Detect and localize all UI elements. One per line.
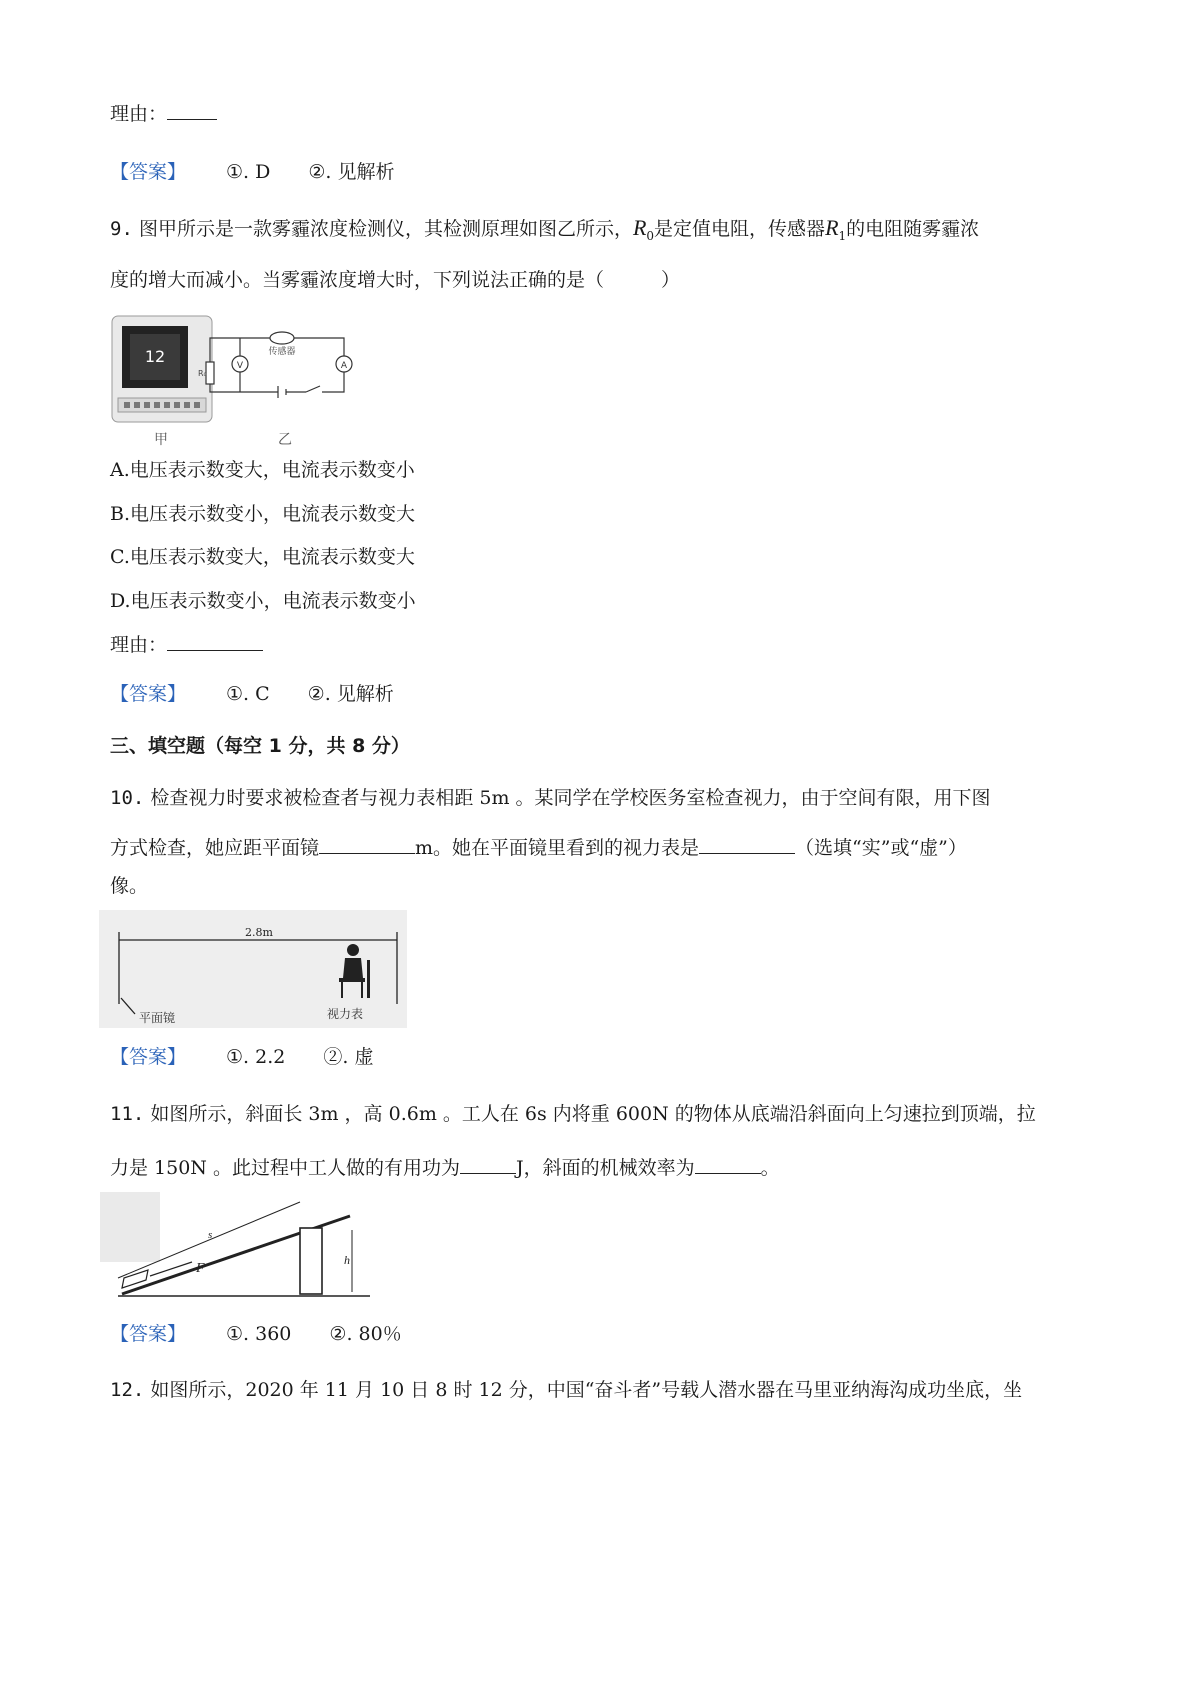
q11-blank-2[interactable]: [695, 1155, 761, 1174]
q8-reason-label: 理由：: [110, 103, 168, 125]
force-label: F: [196, 1261, 205, 1276]
q11-blank-1[interactable]: [460, 1155, 516, 1174]
question-number: 12.: [110, 1379, 145, 1401]
q10-answer-line: [110, 1043, 411, 1071]
q10-blank-2[interactable]: [699, 835, 795, 854]
answer-item-1: ①. 2.2: [226, 1046, 286, 1068]
q9-stem-line-2: 度的增大而减小。当雾霾浓度增大时，下列说法正确的是（ ）: [110, 269, 681, 291]
answer-tag: 【答案】: [110, 1323, 187, 1345]
q10-line-2c: （选填“实”或“虚”）: [795, 837, 967, 859]
answer-item-1: ①. 360: [226, 1323, 292, 1345]
chart-label: 视力表: [327, 1007, 364, 1021]
question-number: 9.: [110, 218, 133, 240]
q10-line-1-text: 检查视力时要求被检查者与视力表相距 5m 。某同学在学校医务室检查视力，由于空间有限，用下图: [150, 787, 991, 809]
q11-line-2c: 。: [760, 1157, 780, 1179]
question-number: 10.: [110, 787, 145, 809]
q10-blank-1[interactable]: [319, 835, 415, 854]
force-arrow: [150, 1262, 192, 1276]
var-r1: R: [825, 215, 839, 240]
q9-option-d[interactable]: D.电压表示数变小，电流表示数变小: [110, 590, 416, 612]
q9-reason-blank[interactable]: [167, 632, 263, 651]
support-block: [300, 1228, 322, 1294]
device-image: [112, 316, 212, 422]
answer-item-2: ②. 虚: [323, 1046, 374, 1068]
figure-label-left: 甲: [154, 432, 168, 448]
answer-item-2: ②. 见解析: [307, 683, 394, 705]
answer-tag: 【答案】: [110, 161, 187, 183]
answer-item-1: ①. C: [226, 683, 270, 705]
q9-stem-a: 图甲所示是一款雾霾浓度检测仪，其检测原理如图乙所示，: [138, 218, 633, 240]
q9-option-b[interactable]: B.电压表示数变小，电流表示数变大: [110, 503, 416, 525]
answer-item-1: ①. D: [226, 161, 271, 183]
q9-stem-b: 是定值电阻，传感器: [654, 218, 826, 240]
q9-option-c[interactable]: C.电压表示数变大，电流表示数变大: [110, 546, 415, 568]
q9-option-a[interactable]: A.电压表示数变大，电流表示数变小: [110, 459, 415, 481]
q9-stem-c: 的电阻随雾霾浓: [846, 218, 980, 240]
q10-line-2b: m。她在平面镜里看到的视力表是: [415, 837, 700, 859]
var-r0-sub: 0: [646, 228, 655, 243]
answer-item-2: ②. 见解析: [308, 161, 395, 183]
answer-tag: 【答案】: [110, 1046, 187, 1068]
q11-line-2: [110, 1154, 780, 1182]
q10-line-2a: 方式检查，她应距平面镜: [110, 837, 320, 859]
mirror-label: 平面镜: [139, 1011, 176, 1025]
figure-label-right: 乙: [278, 432, 292, 448]
q11-line-1: [110, 1100, 1036, 1128]
device-display-value: 12: [144, 347, 166, 366]
question-number: 11.: [110, 1103, 145, 1125]
q11-answer-line: [110, 1320, 440, 1348]
ammeter-label: A: [340, 361, 348, 371]
q11-line-1-text: 如图所示，斜面长 3m ，高 0.6m 。工人在 6s 内将重 600N 的物体从底端沿斜面向上匀速拉到顶端，拉: [150, 1103, 1036, 1125]
height-label: h: [344, 1253, 350, 1267]
q9-reason-line: [110, 631, 263, 659]
q9-reason-label: 理由：: [110, 634, 168, 656]
q10-line-3: 像。: [110, 875, 149, 897]
q11-figure: [100, 1192, 376, 1310]
var-r0: R: [632, 215, 647, 240]
sensor-label: 传感器: [268, 347, 296, 357]
noise-texture: [100, 1192, 160, 1262]
resistor-label: R₀: [198, 369, 207, 378]
circuit-diagram: [206, 332, 352, 398]
var-r1-sub: 1: [838, 228, 847, 243]
answer-tag: 【答案】: [110, 683, 187, 705]
q9-figure: [110, 312, 360, 448]
q10-figure: [99, 910, 407, 1028]
q9-answer-line: [110, 680, 432, 708]
q10-line-1: [110, 784, 991, 812]
q12-line-1: [110, 1376, 1022, 1404]
section-heading: 三、填空题（每空 1 分，共 8 分）: [110, 735, 410, 757]
q12-line-1-text: 如图所示，2020 年 11 月 10 日 8 时 12 分，中国“奋斗者”号载人潜水器在马里亚纳海沟成功坐底，坐: [150, 1379, 1023, 1401]
q10-line-2: [110, 834, 967, 862]
distance-label: 2.8m: [245, 926, 273, 939]
q9-stem-line-1: [110, 214, 979, 250]
q8-reason-line: [110, 100, 217, 128]
q11-line-2a: 力是 150N 。此过程中工人做的有用功为: [110, 1157, 460, 1179]
q8-answer-line: [110, 158, 433, 186]
q8-reason-blank[interactable]: [167, 101, 217, 120]
q11-line-2b: J，斜面的机械效率为: [515, 1157, 695, 1179]
length-label: s: [208, 1229, 213, 1241]
voltmeter-label: V: [236, 361, 244, 371]
answer-item-2: ②. 80％: [329, 1323, 402, 1345]
